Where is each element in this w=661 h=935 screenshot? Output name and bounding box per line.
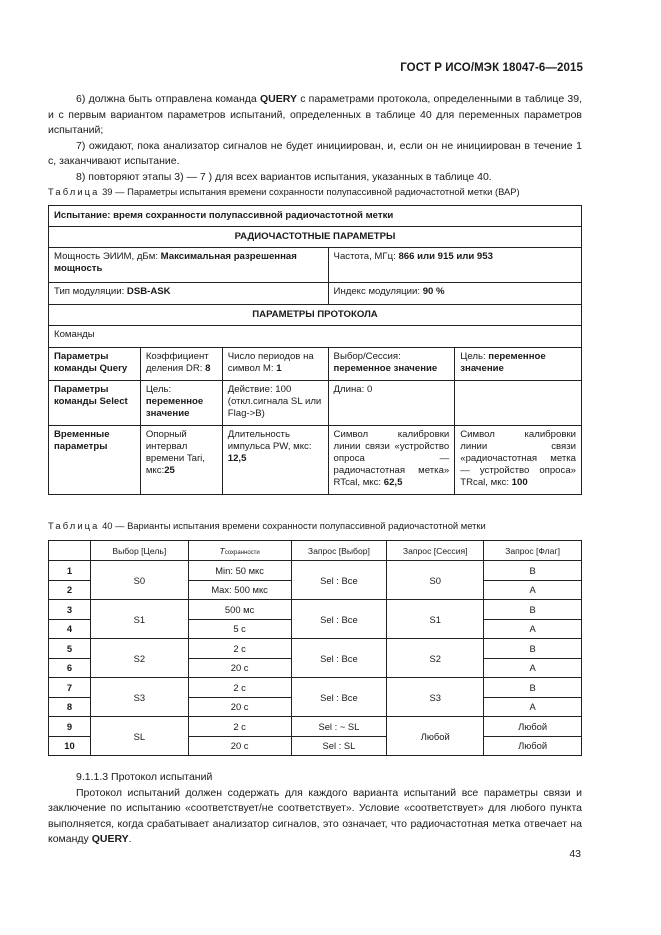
- table-row: 3 S1 500 мс Sel : Все S1 B: [49, 600, 582, 620]
- table-40-caption: Таблица 40 — Варианты испытания времени сохранности полупассивной радиочастотной метки: [48, 520, 486, 531]
- query-session-cell: Выбор/Сессия: переменное значение: [328, 348, 455, 381]
- table-row: 10 20 с Sel : SL Любой: [49, 736, 582, 756]
- protocol-params-header: ПАРАМЕТРЫ ПРОТОКОЛА: [49, 305, 582, 326]
- power-cell: Мощность ЭИИМ, дБм: Максимальная разрешенная мощность: [49, 248, 329, 283]
- header-query-select: Запрос [Выбор]: [291, 541, 387, 561]
- tari-cell: Опорный интервал времени Tari, мкс:25: [140, 426, 222, 495]
- query-params-label: Параметры команды Query: [49, 348, 141, 381]
- table-row: 6 20 с A: [49, 658, 582, 678]
- table-40-header: [49, 541, 582, 561]
- page-number: 43: [569, 848, 581, 860]
- document-header: ГОСТ Р ИСО/МЭК 18047-6—2015: [400, 62, 583, 74]
- frequency-cell: Частота, МГц: 866 или 915 или 953: [328, 248, 581, 283]
- intro-paragraphs: [48, 92, 582, 185]
- select-length-cell: Длина: 0: [328, 381, 455, 426]
- step-6: 6) должна быть отправлена команда QUERY с параметрами протокола, определенными в таблице 39, и с первым вариантом параметров испытаний, определенных в таблице 40 для переменных параметров испытаний;: [48, 93, 582, 136]
- header-select: Выбор [Цель]: [90, 541, 188, 561]
- table-row: 5 S2 2 с Sel : Все S2 B: [49, 639, 582, 659]
- select-target-cell: Цель: переменное значение: [140, 381, 222, 426]
- select-empty-cell: [455, 381, 582, 426]
- header-query-flag: Запрос [Флаг]: [484, 541, 582, 561]
- select-params-label: Параметры команды Select: [49, 381, 141, 426]
- test-title: Испытание: время сохранности полупассивной радиочастотной метки: [49, 206, 582, 227]
- step-7: 7) ожидают, пока анализатор сигналов не будет инициирован, и, если он не инициирован в течение 1 с, заканчивают испытание.: [48, 139, 582, 167]
- modulation-cell: Тип модуляции: DSB-ASK: [49, 283, 329, 305]
- table-row: 1 S0 Min: 50 мкс Sel : Все S0 B: [49, 561, 582, 581]
- section-body: Протокол испытаний должен содержать для каждого варианта испытаний все параметры связи и заключение по испытанию «соответствует/не соответствует». Условие «соответствует» для любого пункта выполняется, когда срабатывает анализатор сигналов, это означает, что радиочастотная метка отвечает на команду QUERY.: [48, 786, 582, 845]
- header-query-session: Запрос [Сессия]: [387, 541, 484, 561]
- commands-cell: Команды: [49, 326, 582, 348]
- query-dr-cell: Коэффициент деления DR: 8: [140, 348, 222, 381]
- trcal-cell: Символ калибровки линии связи «радиочастотная метка — устройство опроса» TRcal, мкс: 100: [455, 426, 582, 495]
- table-39: [48, 205, 582, 495]
- header-retention-time: Tсохранности: [188, 541, 291, 561]
- table-row: 4 5 с A: [49, 619, 582, 639]
- pw-cell: Длительность импульса PW, мкс: 12,5: [222, 426, 328, 495]
- section-heading: 9.1.1.3 Протокол испытаний: [76, 771, 213, 783]
- table-row: 9 SL 2 с Sel : ~ SL Любой Любой: [49, 717, 582, 737]
- table-39-caption: Таблица 39 — Параметры испытания времени сохранности полупассивной радиочастотной метки (ВАР): [48, 186, 520, 197]
- query-m-cell: Число периодов на символ M: 1: [222, 348, 328, 381]
- rtcal-cell: Символ калибровки линии связи «устройство опроса — радиочастотная метка» RTcal, мкс: 62,5: [328, 426, 455, 495]
- query-target-cell: Цель: переменное значение: [455, 348, 582, 381]
- table-row: 8 20 с A: [49, 697, 582, 717]
- table-40: [48, 540, 582, 756]
- rf-params-header: РАДИОЧАСТОТНЫЕ ПАРАМЕТРЫ: [49, 227, 582, 248]
- section-9-1-1-3: [48, 770, 582, 848]
- mod-index-cell: Индекс модуляции: 90 %: [328, 283, 581, 305]
- table-row: 7 S3 2 с Sel : Все S3 B: [49, 678, 582, 698]
- header-number: [49, 541, 91, 561]
- timing-params-label: Временные параметры: [49, 426, 141, 495]
- table-row: 2 Max: 500 мкс A: [49, 580, 582, 600]
- select-action-cell: Действие: 100 (откл.сигнала SL или Flag->B): [222, 381, 328, 426]
- step-8: 8) повторяют этапы 3) — 7 ) для всех вариантов испытания, указанных в таблице 40.: [76, 170, 492, 183]
